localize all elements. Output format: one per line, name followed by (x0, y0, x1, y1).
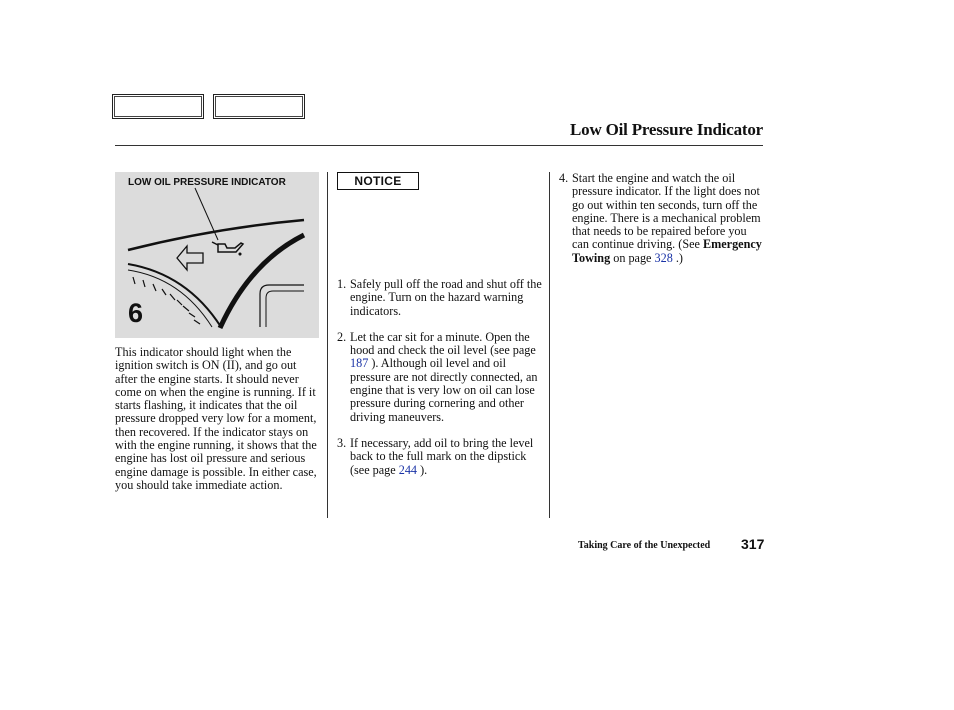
footer-section: Taking Care of the Unexpected (578, 540, 711, 551)
oil-can-icon (212, 242, 243, 255)
page-title: Low Oil Pressure Indicator (570, 120, 763, 139)
column-divider-2 (549, 172, 550, 518)
step-1 (337, 278, 542, 318)
turn-signal-icon (177, 246, 203, 270)
page-link-244[interactable]: 244 (398, 462, 418, 477)
step-text-cont: ). Although oil level and oil pressure are not directly connected, an engine that is very low on oil can lose pressure during cornering and other driving maneuvers. (350, 356, 538, 424)
emergency-towing-ref: Emergency Towing (572, 237, 762, 265)
step-2 (337, 331, 542, 424)
page-number: 317 (741, 536, 765, 552)
step-text-mid: on page (610, 250, 655, 265)
page-link-187[interactable]: 187 (350, 356, 369, 371)
intro-paragraph: This indicator should light when the ignition switch is ON (II), and go out after the engine starts. It should never come on when the engine is running. If it starts flashing, it indicates that the oil pressure dropped very low for a moment, then recovered. If the indicator stays on with the engine running, it shows that the engine has lost oil pressure and serious engine damage is possible. In either case, you should take immediate action. (115, 345, 317, 492)
figure-label: LOW OIL PRESSURE INDICATOR (128, 177, 286, 188)
step-text: If necessary, add oil to bring the level back to the full mark on the dipstick (see page (350, 435, 534, 477)
header-rule (115, 145, 763, 146)
nav-button-contents[interactable] (112, 94, 204, 119)
step-text-cont: .) (672, 250, 683, 265)
step-text: Let the car sit for a minute. Open the hood and check the oil level (see page (350, 329, 536, 358)
step-3 (337, 437, 542, 477)
step-number: 4. (559, 171, 569, 185)
step-number: 1. (337, 277, 347, 291)
notice-box (337, 172, 419, 190)
panel-frame-inner (266, 291, 304, 327)
tach-arc (220, 235, 304, 328)
column-divider-1 (327, 172, 328, 518)
step-text-cont: ). (417, 462, 428, 477)
step-text: Safely pull off the road and shut off the engine. Turn on the hazard warning indicators. (350, 277, 542, 318)
step-text: Start the engine and watch the oil pressure indicator. If the light does not go out within ten seconds, turn off the engine. There is a mechanical problem that needs to be repaired before you can continue driving. (See (572, 171, 761, 252)
step-number: 3. (337, 435, 347, 450)
steps-column-3 (559, 172, 765, 278)
oil-pressure-figure (115, 172, 319, 338)
steps-column-2 (337, 278, 542, 490)
nav-button-index[interactable] (213, 94, 305, 119)
gauge-digit: 6 (128, 298, 144, 328)
step-4 (559, 172, 765, 265)
step-number: 2. (337, 329, 347, 344)
dashboard-illustration (115, 172, 319, 338)
notice-label: NOTICE (354, 174, 402, 188)
page-link-328[interactable]: 328 (654, 250, 673, 265)
